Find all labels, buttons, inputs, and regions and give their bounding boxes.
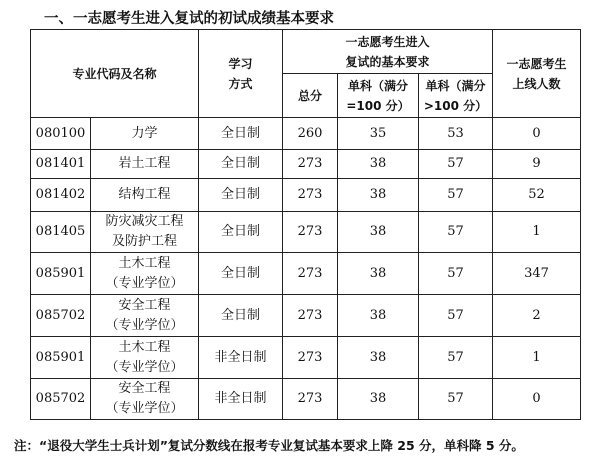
header-study-mode: 学习 方式 <box>199 30 283 118</box>
single-score-over-100: 57 <box>419 379 493 420</box>
online-count: 52 <box>493 179 581 212</box>
major-name: 安全工程 （专业学位） <box>91 379 199 420</box>
single-score-100: 38 <box>338 212 419 253</box>
single-score-100: 38 <box>338 253 419 295</box>
single-score-100: 38 <box>338 337 419 379</box>
major-name: 土木工程 （专业学位） <box>91 337 199 379</box>
single-score-over-100: 57 <box>419 212 493 253</box>
major-code: 085702 <box>31 295 91 337</box>
section-title: 一、一志愿考生进入复试的初试成绩基本要求 <box>44 11 334 27</box>
header-major: 专业代码及名称 <box>31 30 199 118</box>
study-mode: 全日制 <box>199 150 283 179</box>
single-score-100: 38 <box>338 295 419 337</box>
header-total: 总分 <box>283 74 338 118</box>
table-row <box>31 179 581 212</box>
study-mode: 全日制 <box>199 179 283 212</box>
major-name: 土木工程 （专业学位） <box>91 253 199 295</box>
major-name: 结构工程 <box>91 179 199 212</box>
single-score-100: 38 <box>338 379 419 420</box>
total-score: 273 <box>283 179 338 212</box>
online-count: 1 <box>493 212 581 253</box>
footnote: 注：“退役大学生士兵计划”复试分数线在报考专业复试基本要求上降 25 分，单科降 5 分。 <box>14 438 524 453</box>
total-score: 273 <box>283 212 338 253</box>
major-code: 081402 <box>31 179 91 212</box>
single-score-100: 35 <box>338 118 419 150</box>
major-name: 安全工程 （专业学位） <box>91 295 199 337</box>
total-score: 273 <box>283 295 338 337</box>
single-score-over-100: 57 <box>419 179 493 212</box>
total-score: 273 <box>283 253 338 295</box>
table-row <box>31 212 581 253</box>
major-code: 081401 <box>31 150 91 179</box>
header-online-count: 一志愿考生 上线人数 <box>493 30 581 118</box>
single-score-over-100: 57 <box>419 150 493 179</box>
requirements-table <box>30 29 581 420</box>
online-count: 347 <box>493 253 581 295</box>
major-code: 081405 <box>31 212 91 253</box>
single-score-over-100: 57 <box>419 295 493 337</box>
header-single-over-100: 单科（满分 >100 分） <box>419 74 493 118</box>
major-code: 085901 <box>31 337 91 379</box>
single-score-100: 38 <box>338 150 419 179</box>
header-basic-requirement: 一志愿考生进入 复试的基本要求 <box>283 30 493 74</box>
major-code: 085702 <box>31 379 91 420</box>
major-name: 岩土工程 <box>91 150 199 179</box>
total-score: 260 <box>283 118 338 150</box>
study-mode: 全日制 <box>199 118 283 150</box>
table-row <box>31 118 581 150</box>
study-mode: 非全日制 <box>199 337 283 379</box>
major-code: 085901 <box>31 253 91 295</box>
study-mode: 全日制 <box>199 295 283 337</box>
online-count: 1 <box>493 337 581 379</box>
major-code: 080100 <box>31 118 91 150</box>
table-row <box>31 150 581 179</box>
single-score-over-100: 57 <box>419 337 493 379</box>
online-count: 2 <box>493 295 581 337</box>
study-mode: 全日制 <box>199 253 283 295</box>
study-mode: 全日制 <box>199 212 283 253</box>
online-count: 0 <box>493 118 581 150</box>
header-single-100: 单科（满分 =100 分） <box>338 74 419 118</box>
online-count: 0 <box>493 379 581 420</box>
table-row <box>31 379 581 420</box>
online-count: 9 <box>493 150 581 179</box>
major-name: 防灾减灾工程 及防护工程 <box>91 212 199 253</box>
total-score: 273 <box>283 337 338 379</box>
single-score-over-100: 53 <box>419 118 493 150</box>
table-row <box>31 295 581 337</box>
table-row <box>31 337 581 379</box>
total-score: 273 <box>283 379 338 420</box>
study-mode: 非全日制 <box>199 379 283 420</box>
table-row <box>31 253 581 295</box>
single-score-100: 38 <box>338 179 419 212</box>
major-name: 力学 <box>91 118 199 150</box>
single-score-over-100: 57 <box>419 253 493 295</box>
total-score: 273 <box>283 150 338 179</box>
